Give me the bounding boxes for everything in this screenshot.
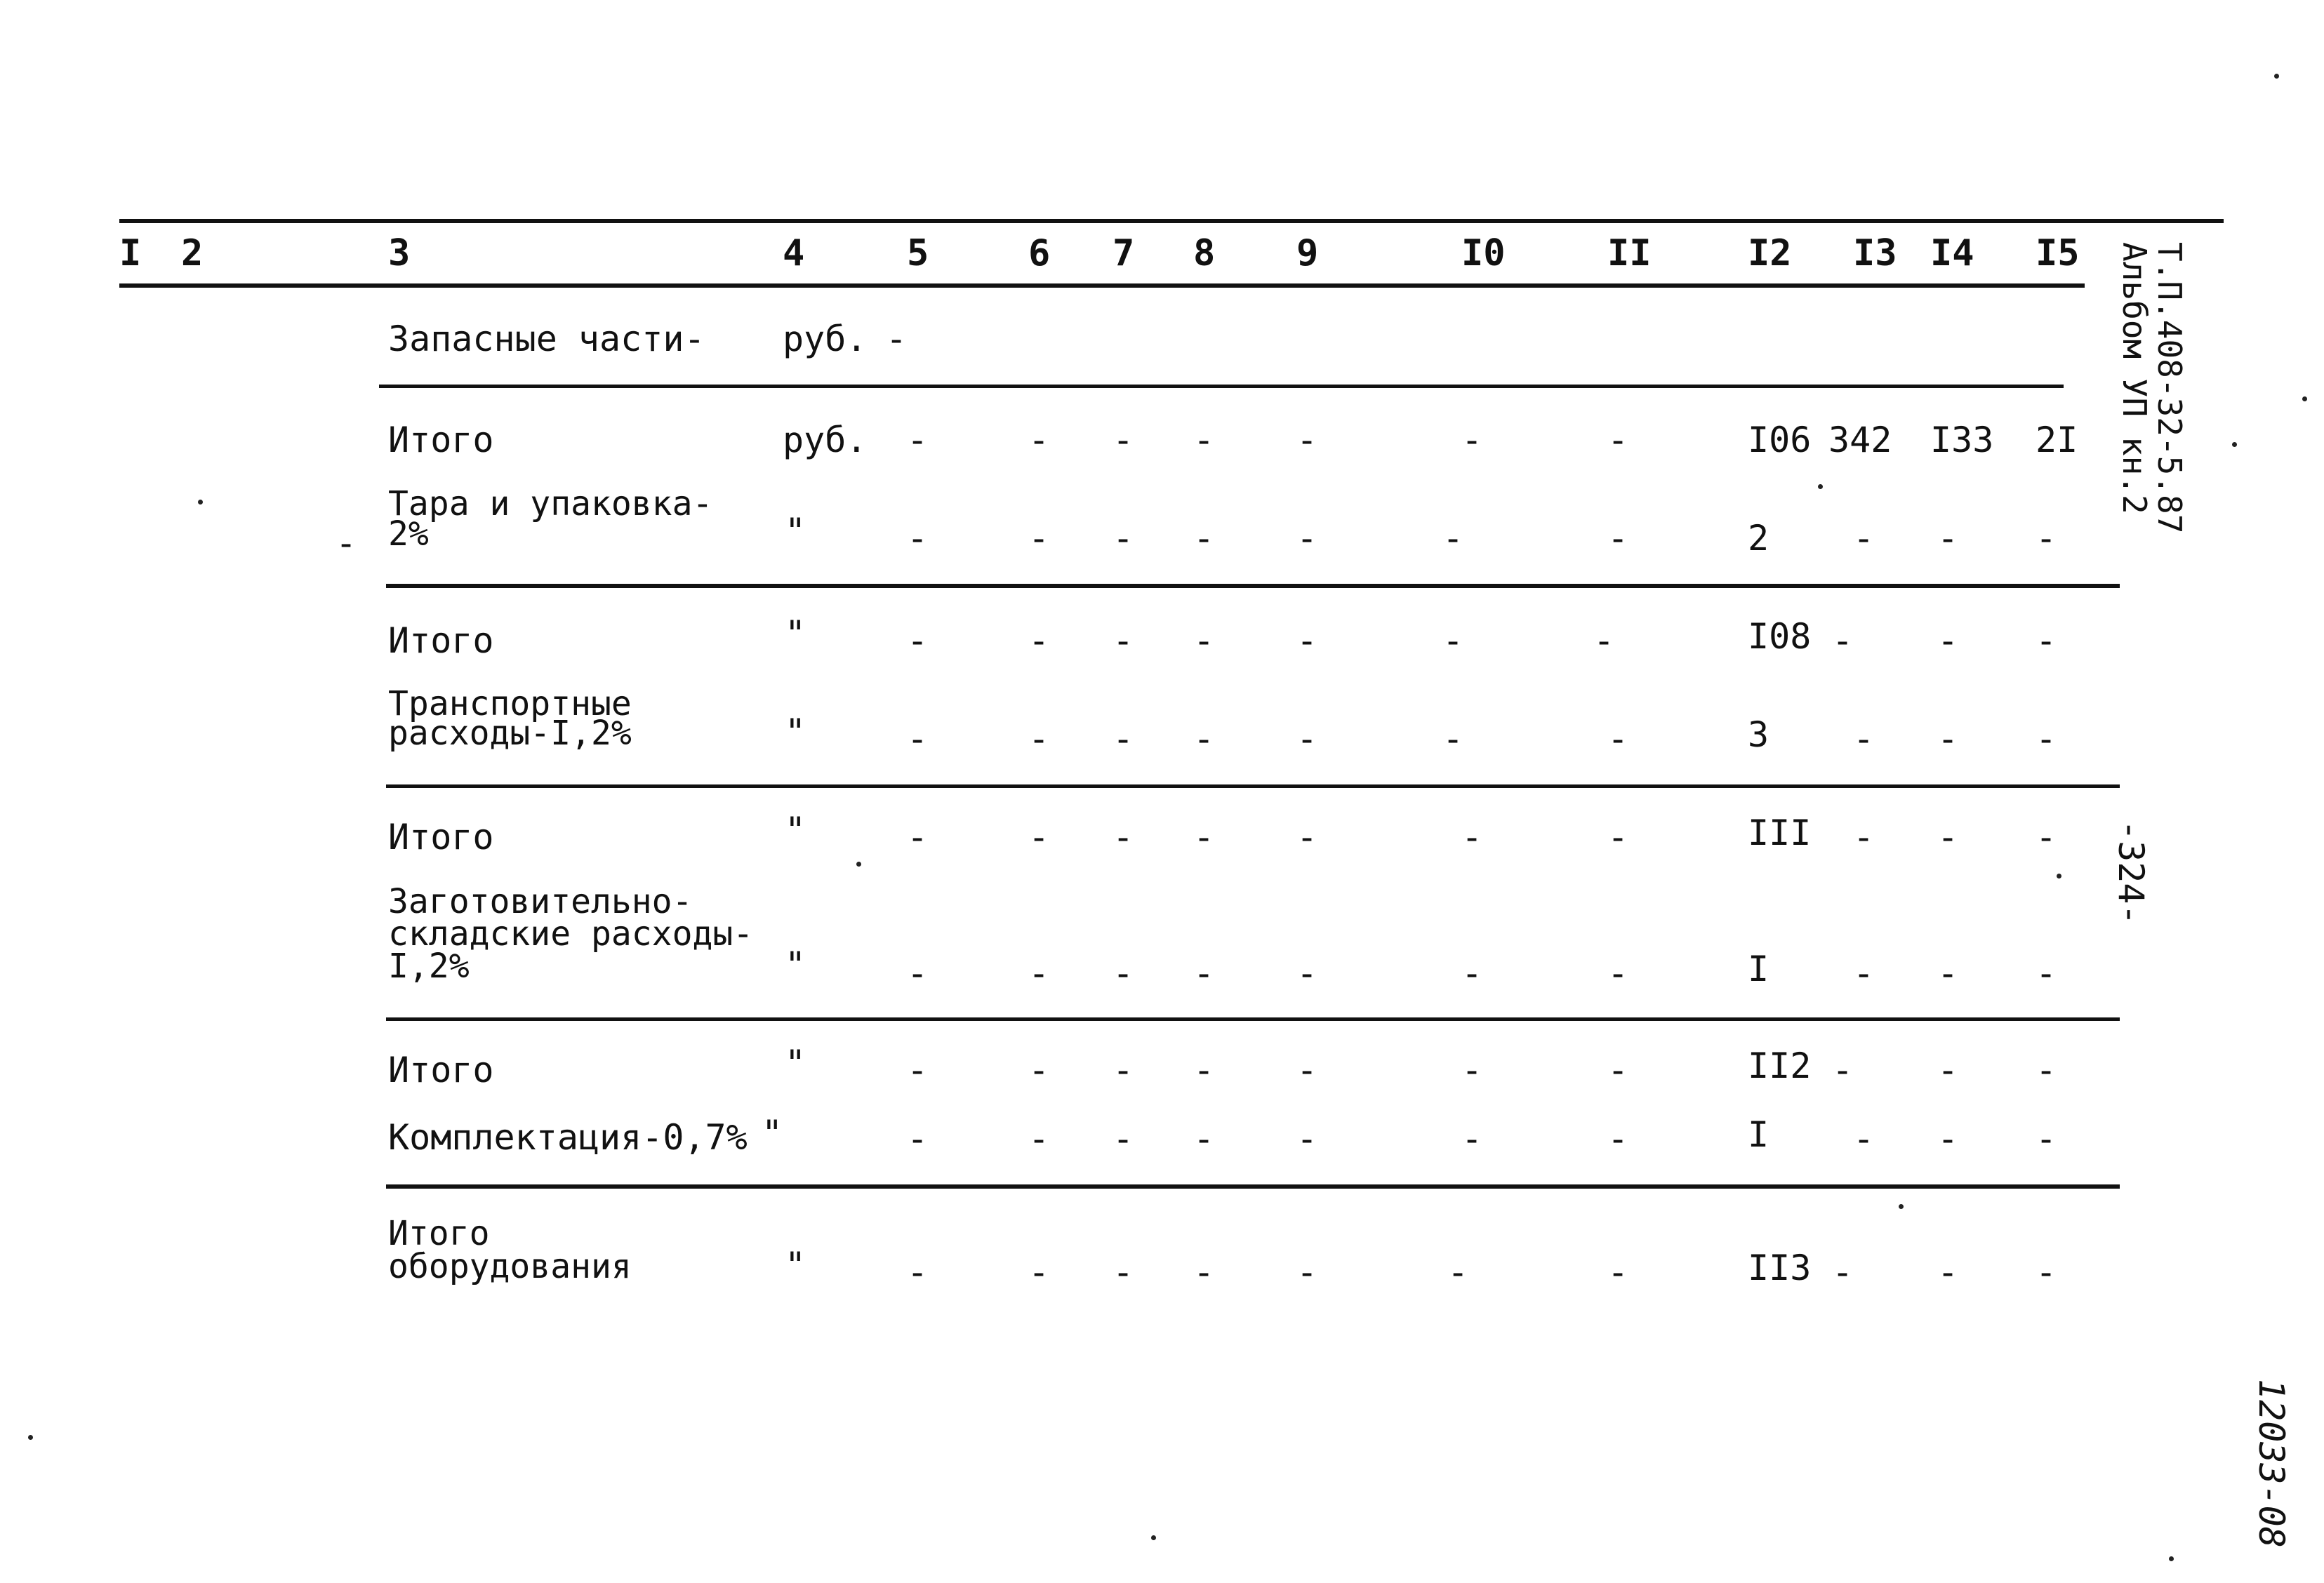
cell-c6: - bbox=[1028, 518, 1050, 559]
scan-speck bbox=[2057, 874, 2061, 879]
cell-c12: I bbox=[1748, 949, 1769, 989]
rule-after-completion bbox=[386, 1184, 2120, 1189]
cell-c13: - bbox=[1853, 953, 1875, 994]
col-header-5: 5 bbox=[907, 232, 929, 274]
cell-c12: II2 bbox=[1748, 1046, 1812, 1086]
cell-c9: - bbox=[1296, 953, 1318, 994]
cell-c7: - bbox=[1113, 817, 1134, 857]
cell-c8: - bbox=[1193, 817, 1215, 857]
cell-c11: - bbox=[1607, 953, 1629, 994]
cell-c8: - bbox=[1193, 1050, 1215, 1090]
row-label-line1: Заготовительно- bbox=[388, 882, 693, 921]
cell-c8: - bbox=[1193, 620, 1215, 661]
cell-c15: - bbox=[2036, 1050, 2057, 1090]
cell-c15: - bbox=[2036, 1252, 2057, 1293]
cell-c5: - bbox=[907, 1050, 929, 1090]
cell-c7: - bbox=[1113, 620, 1134, 661]
cell-c13: - bbox=[1832, 1252, 1854, 1293]
cell-c11: - bbox=[1607, 1118, 1629, 1159]
cell-c14: - bbox=[1937, 719, 1959, 759]
row-label-line3: I,2% bbox=[388, 947, 470, 986]
row-label-line2: оборудования bbox=[388, 1247, 632, 1286]
row-unit: " bbox=[762, 1113, 783, 1154]
cell-c7: - bbox=[1113, 1252, 1134, 1293]
cell-c5: - bbox=[907, 1252, 929, 1293]
side-stamp-line1: Т.П.408-32-5.87 bbox=[2151, 242, 2189, 534]
row-unit: " bbox=[785, 810, 806, 850]
cell-c13: 342 bbox=[1828, 420, 1892, 460]
row-label: Комплектация-0,7% bbox=[388, 1117, 748, 1158]
scan-speck bbox=[198, 500, 203, 505]
cell-c15: - bbox=[2036, 518, 2057, 559]
cell-c11: - bbox=[1607, 1050, 1629, 1090]
row-label: Запасные части- bbox=[388, 319, 705, 359]
side-stamp-line2: Альбом УП кн.2 bbox=[2116, 242, 2153, 514]
col-header-8: 8 bbox=[1193, 232, 1216, 274]
cell-c9: - bbox=[1296, 719, 1318, 759]
cell-c10: - bbox=[1442, 518, 1464, 559]
cell-c5: - bbox=[907, 953, 929, 994]
cell-c7: - bbox=[1113, 719, 1134, 759]
cell-c11: - bbox=[1607, 420, 1629, 460]
scan-speck bbox=[28, 1435, 33, 1440]
cell-c7: - bbox=[1113, 1118, 1134, 1159]
cell-c6: - bbox=[1028, 420, 1050, 460]
row-label: Итого bbox=[388, 620, 494, 661]
cell-c13: - bbox=[1853, 719, 1875, 759]
cell-c10: - bbox=[1461, 953, 1483, 994]
scan-speck bbox=[2274, 74, 2279, 79]
cell-c14: - bbox=[1937, 817, 1959, 857]
scan-speck bbox=[2302, 396, 2307, 401]
row-label-line1: Тара и упаковка- bbox=[388, 484, 713, 523]
cell-c8: - bbox=[1193, 719, 1215, 759]
col-header-12: I2 bbox=[1748, 232, 1792, 274]
rule-after-packaging bbox=[386, 584, 2120, 588]
row-label: Итого bbox=[388, 1050, 494, 1090]
top-border-line bbox=[119, 219, 2224, 223]
scan-speck bbox=[2232, 442, 2237, 447]
row-label-line1: Транспортные bbox=[388, 684, 632, 723]
header-bottom-line bbox=[119, 283, 2085, 288]
cell-c14: - bbox=[1937, 953, 1959, 994]
cell-c14: - bbox=[1937, 518, 1959, 559]
cell-c13: - bbox=[1832, 1050, 1854, 1090]
cell-c8: - bbox=[1193, 1118, 1215, 1159]
row-unit: " bbox=[785, 1245, 806, 1285]
cell-c6: - bbox=[1028, 1050, 1050, 1090]
cell-c9: - bbox=[1296, 420, 1318, 460]
cell-c5: - bbox=[907, 1118, 929, 1159]
cell-c11: - bbox=[1593, 620, 1615, 661]
cell-c5: - bbox=[907, 518, 929, 559]
cell-c13: - bbox=[1832, 620, 1854, 661]
col-header-15: I5 bbox=[2036, 232, 2080, 274]
cell-c5: - bbox=[907, 817, 929, 857]
cell-c10: - bbox=[1447, 1252, 1469, 1293]
cell-c10: - bbox=[1461, 817, 1483, 857]
col-header-9: 9 bbox=[1296, 232, 1319, 274]
col-header-1: I bbox=[119, 232, 142, 274]
cell-c5: - bbox=[907, 620, 929, 661]
cell-c5: - bbox=[907, 420, 929, 460]
cell-c12: III bbox=[1748, 813, 1812, 853]
cell-c12: I bbox=[1748, 1114, 1769, 1155]
rule-after-procurement bbox=[386, 1017, 2120, 1021]
row-label-line2: 2% bbox=[388, 514, 429, 554]
col-header-2: 2 bbox=[181, 232, 204, 274]
margin-dash: - bbox=[336, 523, 357, 563]
row-unit: руб. bbox=[783, 319, 868, 359]
col-header-4: 4 bbox=[783, 232, 805, 274]
cell-c13: - bbox=[1853, 1118, 1875, 1159]
cell-c11: - bbox=[1607, 518, 1629, 559]
rule-after-transport bbox=[386, 784, 2120, 788]
col-header-14: I4 bbox=[1930, 232, 1974, 274]
col-header-11: II bbox=[1607, 232, 1652, 274]
cell-c15: 2I bbox=[2036, 420, 2078, 460]
cell-c15: - bbox=[2036, 953, 2057, 994]
cell-c14: - bbox=[1937, 620, 1959, 661]
col-header-7: 7 bbox=[1113, 232, 1135, 274]
row-label: Итого bbox=[388, 420, 494, 460]
cell-c7: - bbox=[1113, 1050, 1134, 1090]
cell-c14: - bbox=[1937, 1252, 1959, 1293]
row-label-line2: складские расходы- bbox=[388, 914, 754, 954]
cell-c13: - bbox=[1853, 817, 1875, 857]
cell-c11: - bbox=[1607, 817, 1629, 857]
cell-c12: 3 bbox=[1748, 714, 1769, 755]
cell-c12: II3 bbox=[1748, 1248, 1812, 1288]
cell-c15: - bbox=[2036, 817, 2057, 857]
cell-c13: - bbox=[1853, 518, 1875, 559]
col-header-13: I3 bbox=[1853, 232, 1897, 274]
scan-speck bbox=[1899, 1204, 1904, 1209]
cell-c5: - bbox=[907, 719, 929, 759]
cell-c6: - bbox=[1028, 953, 1050, 994]
scan-speck bbox=[1818, 484, 1823, 489]
cell-c8: - bbox=[1193, 420, 1215, 460]
cell-c12: I08 bbox=[1748, 616, 1812, 657]
scan-speck bbox=[1151, 1535, 1156, 1540]
cell-c14: - bbox=[1937, 1050, 1959, 1090]
cell-c9: - bbox=[1296, 518, 1318, 559]
row-unit: " bbox=[785, 944, 806, 985]
cell-c11: - bbox=[1607, 1252, 1629, 1293]
doc-code: 12033-08 bbox=[2251, 1379, 2292, 1548]
cell-c10: - bbox=[1442, 719, 1464, 759]
col-header-10: I0 bbox=[1461, 232, 1506, 274]
cell-c6: - bbox=[1028, 620, 1050, 661]
cell-c9: - bbox=[1296, 1118, 1318, 1159]
cell-c7: - bbox=[1113, 518, 1134, 559]
cell-c6: - bbox=[1028, 719, 1050, 759]
cell-c9: - bbox=[1296, 620, 1318, 661]
row-label: Итого bbox=[388, 817, 494, 857]
cell-c12: I06 bbox=[1748, 420, 1812, 460]
cell-c9: - bbox=[1296, 1252, 1318, 1293]
cell-c5: - bbox=[886, 319, 908, 359]
cell-c15: - bbox=[2036, 620, 2057, 661]
cell-c12: 2 bbox=[1748, 518, 1769, 559]
row-unit: " bbox=[785, 613, 806, 654]
col-header-6: 6 bbox=[1028, 232, 1051, 274]
cell-c7: - bbox=[1113, 420, 1134, 460]
row-unit: " bbox=[785, 1043, 806, 1083]
row-unit: " bbox=[785, 712, 806, 752]
cell-c11: - bbox=[1607, 719, 1629, 759]
cell-c14: I33 bbox=[1930, 420, 1994, 460]
cell-c9: - bbox=[1296, 817, 1318, 857]
cell-c8: - bbox=[1193, 1252, 1215, 1293]
row-label-line2: расходы-I,2% bbox=[388, 714, 632, 753]
cell-c6: - bbox=[1028, 1118, 1050, 1159]
rule-after-spare-parts bbox=[379, 385, 2064, 388]
cell-c10: - bbox=[1461, 1050, 1483, 1090]
row-unit: " bbox=[785, 511, 806, 552]
cell-c15: - bbox=[2036, 1118, 2057, 1159]
scan-speck bbox=[856, 862, 861, 867]
scan-speck bbox=[2169, 1556, 2174, 1561]
cell-c8: - bbox=[1193, 518, 1215, 559]
cell-c14: - bbox=[1937, 1118, 1959, 1159]
cell-c10: - bbox=[1442, 620, 1464, 661]
row-unit: руб. bbox=[783, 420, 868, 460]
cell-c9: - bbox=[1296, 1050, 1318, 1090]
cell-c6: - bbox=[1028, 817, 1050, 857]
cell-c7: - bbox=[1113, 953, 1134, 994]
page-number: -324- bbox=[2111, 820, 2151, 926]
cell-c10: - bbox=[1461, 1118, 1483, 1159]
cell-c10: - bbox=[1461, 420, 1483, 460]
cell-c6: - bbox=[1028, 1252, 1050, 1293]
cell-c8: - bbox=[1193, 953, 1215, 994]
cell-c15: - bbox=[2036, 719, 2057, 759]
row-label-line1: Итого bbox=[388, 1214, 490, 1253]
col-header-3: 3 bbox=[388, 232, 411, 274]
